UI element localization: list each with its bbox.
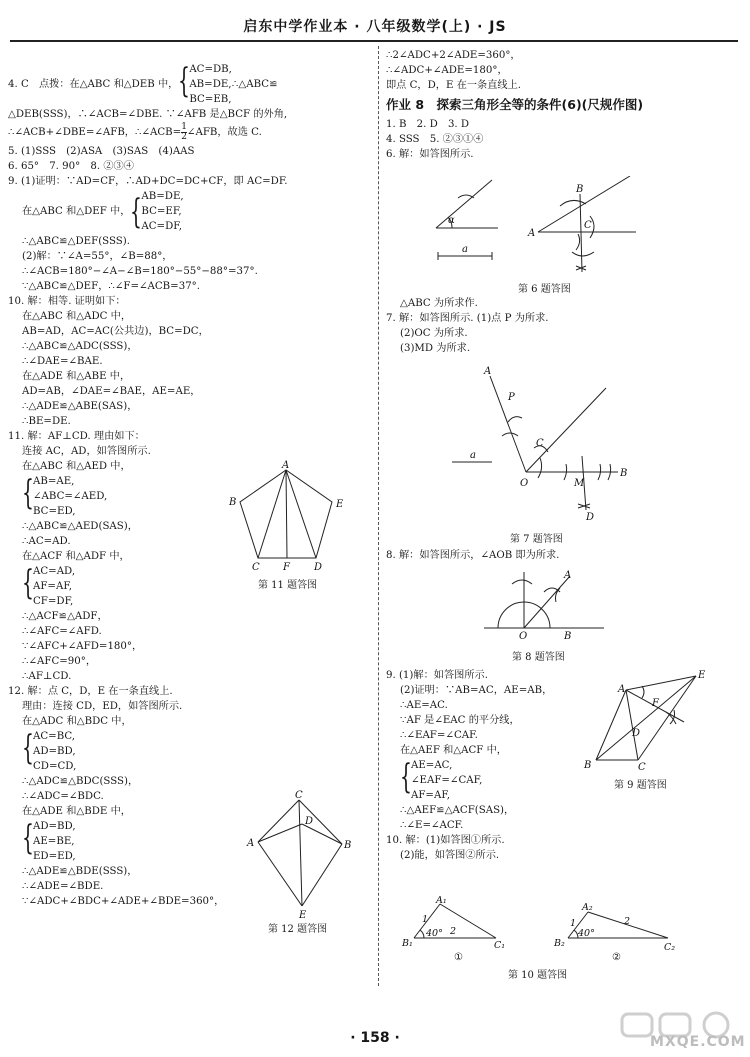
label-b: B [229,497,237,508]
ray-oa [524,576,570,628]
figure-9 [580,668,720,772]
q9-brace-line: ∠EAF=∠CAF, [411,775,483,786]
q6-line2: △ABC 为所求作. [400,298,478,309]
q10-line7: AD=AB，∠DAE=∠BAE，AE=AE， [22,386,201,397]
ray-oa [490,376,526,472]
label-f: F [652,698,659,709]
q11-brace-line: AF=AF, [33,581,73,592]
segment-ae [626,676,696,690]
q4-line3-b: ∠AFB，故选 C. [186,127,262,138]
angle-side-ray [436,180,492,228]
q9-line6: ∵△ABC≌△DEF，∴∠F=∠ACB=37°. [22,281,201,292]
segment-ab [596,690,626,760]
construction-6-diagram [430,176,640,276]
construction-arc [512,580,532,584]
figure-11 [226,458,356,578]
q12-brace-line: AD=BD, [33,746,76,757]
q9-brace-line: BC=EF, [141,206,182,217]
figure-12 [244,788,354,920]
q12-brace-line: ED=ED, [33,851,76,862]
q11-brace-line: CF=DF, [33,596,74,607]
fig2-subcaption: ② [612,952,621,963]
q11-line6: 在△ACF 和△ADF 中， [22,551,130,562]
header-rule [10,40,738,42]
segment-cde [299,800,302,906]
label-c: C [252,562,260,573]
q4-line3-a: ∴∠ACB+∠DBE=∠AFB，∴∠ACB= [8,127,182,138]
q9-line4: ∵AF 是∠EAC 的平分线， [400,715,520,726]
figure-10 [398,894,698,964]
fraction-denominator: 2 [181,131,187,142]
q12-brace-line: AC=BC, [33,731,76,742]
label-a: A [247,838,255,849]
fig2-label-angle: 40° [578,928,595,939]
fig2-label-b: B₂ [554,938,565,949]
label-c: C [584,220,592,231]
kite-diagram [244,788,354,920]
q4-brace-line: AB=DE, [189,79,232,90]
q9-brace-line: AE=AC, [411,760,453,771]
brace-glyph: { [22,728,34,768]
fig2-label-a: A₂ [582,902,593,913]
column-divider [378,46,379,986]
q12-line2: 理由：连接 CD，ED，如答图所示. [22,701,183,712]
brace-glyph: { [130,191,143,232]
q6-line1: 6. 解：如答图所示. [386,149,474,160]
label-a: A [564,570,572,581]
fig1-angle-arc [420,930,424,938]
label-c: C [536,438,544,449]
figure-8-caption: 第 8 题答图 [512,652,565,663]
fig2-label-2: 2 [624,916,631,927]
label-o: O [519,631,528,642]
q10-line8: ∴△ADE≌△ABE(SAS)， [22,401,138,412]
q4-line2: △DEB(SSS)，∴∠ACB=∠DBE. ∵∠AFB 是△BCF 的外角, [8,109,288,120]
fig2-label-1: 1 [570,918,577,929]
label-a: A [528,228,536,239]
cont-line1: ∴2∠ADC+2∠ADE=360°， [386,50,521,61]
q7-line3: (3)MD 为所求. [400,343,471,354]
label-c: C [638,762,646,772]
figure-10-caption: 第 10 题答图 [508,970,568,981]
q12-line4: ∴△ADC≌△BDC(SSS)， [22,776,139,787]
segment-ac [626,690,641,760]
fig1-label-1: 1 [422,914,429,925]
construction-arc [538,458,542,478]
construction-arc [508,417,522,422]
fig1-side-ac [440,904,496,938]
q10-line5: ∴∠DAE=∠BAE. [22,356,103,367]
right-column-q8 [386,548,736,563]
label-f: F [283,562,290,573]
label-a-segment: a [470,450,476,461]
fig1-label-b: B₁ [402,938,413,949]
segment-ac [258,470,286,558]
label-alpha: α [448,215,455,226]
brace-glyph: { [22,563,34,603]
q4-line3 [8,122,370,144]
q4-brace [178,62,232,107]
q11-line5: ∴AC=AD. [22,536,71,547]
q9-line5: ∴∠EAF=∠CAF. [400,730,478,741]
fig2-label-c: C₂ [664,942,676,953]
right-column [386,48,736,162]
section-title: 作业 8 探索三角形全等的条件(6)(尺规作图) [386,97,644,112]
figure-6-caption: 第 6 题答图 [518,284,571,295]
label-a: A [618,684,626,695]
q4-brace-line: BC=EB, [189,94,232,105]
fig1-subcaption: ① [454,952,463,963]
label-e: E [299,910,307,920]
label-e: E [698,670,706,681]
answer-4-5: 4. SSS 5. ②③①④ [386,134,484,145]
figure-7-caption: 第 7 题答图 [510,534,563,545]
construction-8-diagram [480,568,610,642]
q11-line11: ∴AF⊥CD. [22,671,72,682]
label-e: E [336,499,344,510]
q12-brace-line: AE=BE, [33,836,75,847]
segment-ca [258,800,299,842]
q4-line1: 4. C 点拨：在△ABC 和△DEB 中， [8,79,179,90]
label-p: P [508,392,515,403]
q12-brace-line: AD=BD, [33,821,76,832]
q9-line6: 在△AEF 和△ACF 中， [400,745,507,756]
pentagon-diagram [226,458,356,578]
fig1-label-a: A₁ [436,895,447,906]
brace-glyph: { [178,61,191,101]
q9-brace-row [8,189,370,234]
q9-line8: ∴∠E=∠ACF. [400,820,464,831]
figure-8 [480,568,610,642]
q9-line1: 9. (1)解：如答图所示. [386,670,488,681]
q12-line6: 在△ADE 和△BDE 中， [22,806,131,817]
q9-line3: ∴△ABC≌△DEF(SSS). [22,236,130,247]
q11-line9: ∵∠AFC+∠AFD=180°， [22,641,143,652]
label-c: C [295,790,303,801]
label-a: A [484,366,492,377]
q9-brace-line: AB=DE, [141,191,184,202]
label-b: B [584,760,592,771]
q11-brace-line: ∠ABC=∠AED, [33,491,108,502]
label-b: B [620,468,628,479]
q4-line1-end: ∴△ABC≌ [231,79,278,90]
segment-af [286,470,287,558]
q12-line8: ∴∠ADE=∠BDE. [22,881,104,892]
q12-line7: ∴△ADE≌△BDE(SSS)， [22,866,138,877]
q11-brace-line: AC=AD, [33,566,76,577]
answer-4 [8,62,370,107]
q11-line10: ∴∠AFC=90°， [22,656,97,667]
q10-line1: 10. 解：(1)如答图①所示. [386,835,505,846]
bisector-oc [526,388,606,472]
q12-brace1 [8,729,370,774]
construction-arc [556,588,561,602]
q11-line3: 在△ABC 和△AED 中， [22,461,131,472]
q11-line1: 11. 解：AF⊥CD. 理由如下： [8,431,145,442]
q12-line5: ∴∠ADC=∠BDC. [22,791,104,802]
page-number: · 158 · [350,1030,400,1046]
answer-1-3: 1. B 2. D 3. D [386,119,470,130]
answer-6-8: 6. 65° 7. 90° 8. ②③④ [8,161,134,172]
brace-glyph: { [22,818,34,858]
q12-line3: 在△ADC 和△BDC 中， [22,716,132,727]
segment-be [596,676,696,760]
q10-line2: 在△ABC 和△ADC 中， [22,311,132,322]
q11-line8: ∴∠AFC=∠AFD. [22,626,102,637]
fig1-label-angle: 40° [426,928,443,939]
q9-line1: 9. (1)证明：∵AD=CF，∴AD+DC=DC+CF，即 AC=DF. [8,176,288,187]
brace-glyph: { [400,757,412,797]
segment-ad [258,824,302,842]
fig1-label-2: 2 [450,926,457,937]
segment-bd [302,824,342,844]
q11-line7: ∴△ACF≌△ADF， [22,611,108,622]
q9-line7: ∴△AEF≌△ACF(SAS)， [400,805,515,816]
construction-arc [576,234,580,250]
q12-line9: ∵∠ADC+∠BDC+∠ADE+∠BDE=360°， [22,896,225,907]
q10-line6: 在△ADE 和△ABE 中， [22,371,131,382]
label-b: B [576,184,584,195]
q11-brace-line: BC=ED, [33,506,76,517]
label-d: D [586,512,595,522]
label-a-segment: a [462,244,468,255]
q10-line3: AB=AD，AC=AC(公共边)，BC=DC， [22,326,209,337]
page-header: 启东中学作业本 · 八年级数学(上) · JS [243,19,507,35]
construction-arc [572,252,594,256]
q9-line4: (2)解：∵∠A=55°，∠B=88°， [22,251,173,262]
label-d: D [314,562,323,573]
q9-line3: ∴AE=AC. [400,700,448,711]
q9-brace-line: AF=AF, [411,790,451,801]
watermark-shape [622,1014,652,1036]
q7-line2: (2)OC 为所求. [400,328,468,339]
q9-brace-line: AC=DF, [141,221,182,232]
segment-be [302,844,342,906]
q12-brace-line: CD=CD, [33,761,77,772]
label-m: M [574,478,585,489]
q11-line4: ∴△ABC≌△AED(SAS)， [22,521,138,532]
figure-7 [450,362,640,522]
label-o: O [520,478,529,489]
cont-line3: 即点 C，D，E 在一条直线上. [386,80,521,91]
q8-line1: 8. 解：如答图所示，∠AOB 即为所求. [386,550,560,561]
answer-5: 5. (1)SSS (2)ASA (3)SAS (4)AAS [8,146,195,157]
label-d: D [632,728,641,739]
q10-line1: 10. 解：相等. 证明如下： [8,296,126,307]
q9-line5: ∴∠ACB=180°−∠A−∠B=180°−55°−88°=37°. [22,266,258,277]
label-a: A [282,460,290,471]
q9-line2: 在△ABC 和△DEF 中， [22,206,131,217]
right-column-q6-q7 [386,296,736,356]
segment-ad [286,470,316,558]
figure-6 [430,176,640,276]
q10-line2: (2)能，如答图②所示. [400,850,500,861]
q7-line1: 7. 解：如答图所示. (1)点 P 为所求. [386,313,549,324]
q4-brace-line: AC=DB, [189,64,232,75]
q9-line2: (2)证明：∵AB=AC，AE=AB， [400,685,553,696]
fraction-numerator: 1 [181,121,187,132]
q10-line4: ∴△ABC≌△ADC(SSS)， [22,341,138,352]
q10-line9: ∴BE=DE. [22,416,71,427]
construction-9-diagram [580,668,720,772]
segment-ae [258,842,302,906]
watermark-shape [660,1014,690,1036]
brace-glyph: { [22,473,34,513]
fig1-label-c: C₁ [494,940,506,951]
construction-arc [642,686,644,698]
figure-12-caption: 第 12 题答图 [268,924,328,935]
construction-arc [502,433,518,436]
label-b: B [564,631,572,642]
q11-brace-line: AB=AE, [33,476,75,487]
cont-line2: ∴∠ADC+∠ADE=180°， [386,65,508,76]
figure-9-caption: 第 9 题答图 [614,780,667,791]
q12-line1: 12. 解：点 C，D，E 在一条直线上. [8,686,173,697]
construction-10-diagram [398,894,698,964]
watermark-text: MXQE.COM [650,1034,746,1050]
label-b: B [344,840,352,851]
label-d: D [305,816,314,827]
construction-7-diagram [450,362,640,522]
q11-line2: 连接 AC，AD，如答图所示. [22,446,151,457]
figure-11-caption: 第 11 题答图 [258,580,318,591]
